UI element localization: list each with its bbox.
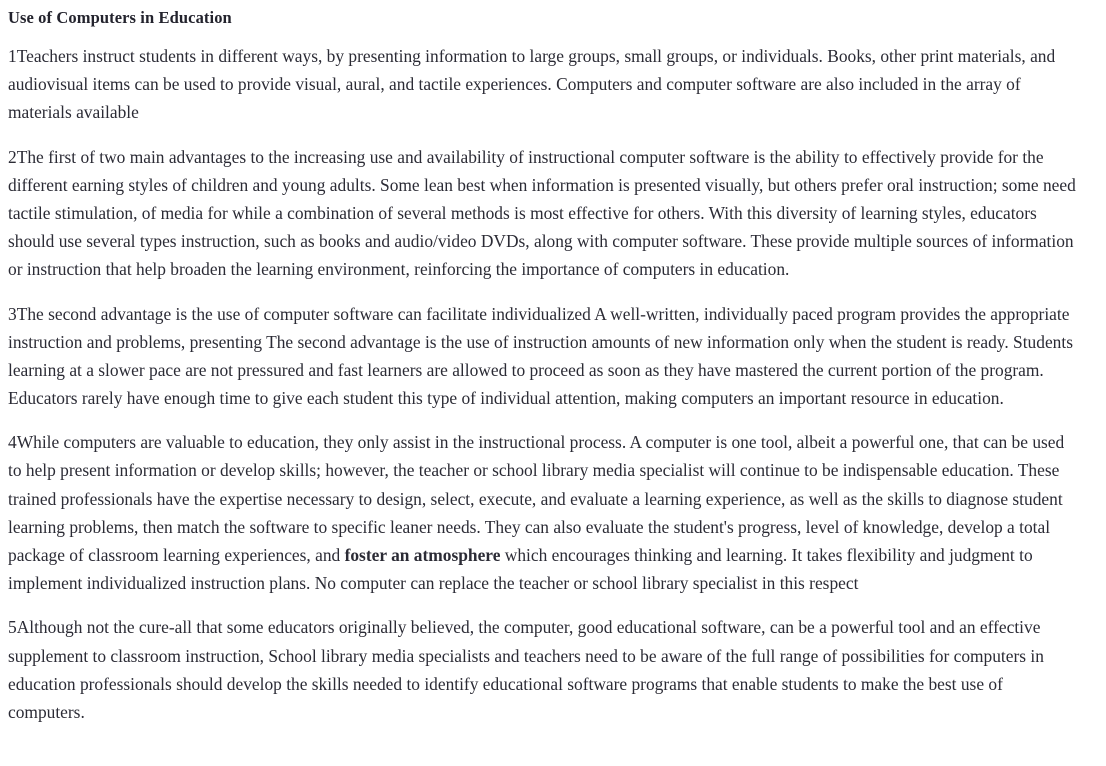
paragraph-number-1: 1	[8, 46, 17, 66]
paragraph-text-1: Teachers instruct students in different ways, by presenting information to large groups, small groups, or individuals. Books, other print materials, and audiovisual items can be used to provide visual, aural, and tactile experiences. Computers and computer software are also included in the array of materials available	[8, 46, 1056, 123]
paragraph-4	[8, 428, 1082, 597]
paragraph-5	[8, 613, 1082, 726]
paragraph-text-2: The first of two main advantages to the increasing use and availability of instructional computer software is the ability to effectively provide for the different earning styles of children and young adults. Some lean best when information is presented visually, but others prefer oral instruction; some need tactile stimulation, of media for while a combination of several methods is most effective for others. With this diversity of learning styles, educators should use several types instruction, such as books and audio/video DVDs, along with computer software. These provide multiple sources of information or instruction that help broaden the learning environment, reinforcing the importance of computers in education.	[8, 146, 1076, 280]
emphasized-phrase: foster an atmosphere	[344, 545, 501, 565]
paragraph-text-4-after: which encourages thinking and learning. It takes flexibility and judgment to implement individualized instruction plans. No computer can replace the teacher or school library specialist in this respect	[8, 545, 1033, 594]
paragraph-2	[8, 143, 1082, 284]
paragraph-1	[8, 42, 1082, 127]
paragraph-number-5: 5	[8, 617, 17, 638]
paragraph-3	[8, 300, 1082, 413]
paragraph-text-3: The second advantage is the use of computer software can facilitate individualized A well-written, individually paced program provides the appropriate instruction and problems, presenting The second advantage is the use of instruction amounts of new information only when the student is ready. Students learning at a slower pace are not pressured and fast learners are allowed to proceed as soon as they have mastered the current portion of the program. Educators rarely have enough time to give each student this type of individual attention, making computers an important resource in education.	[8, 303, 1073, 409]
paragraph-number-4: 4	[8, 432, 17, 453]
paragraph-number-2: 2	[8, 146, 17, 167]
paragraph-text-5: Although not the cure-all that some educators originally believed, the computer, good educational software, can be a powerful tool and an effective supplement to classroom instruction, School library media specialists and teachers need to be aware of the full range of possibilities for computers in education professionals should develop the skills needed to identify educational software programs that enable students to make the best use of computers.	[8, 617, 1044, 722]
paragraph-text-4-before: While computers are valuable to education, they only assist in the instructional process. A computer is one tool, albeit a powerful one, that can be used to help present information or develop skills; however, the teacher or school library media specialist will continue to be indispensable education. These trained professionals have the expertise necessary to design, select, execute, and evaluate a learning experience, as well as the skills to diagnose student learning problems, then match the software to specific leaner needs. They can also evaluate the student's progress, level of knowledge, develop a total package of classroom learning experiences, and	[8, 432, 1065, 565]
paragraph-number-3: 3	[8, 303, 17, 324]
page-title: Use of Computers in Education	[8, 8, 232, 27]
